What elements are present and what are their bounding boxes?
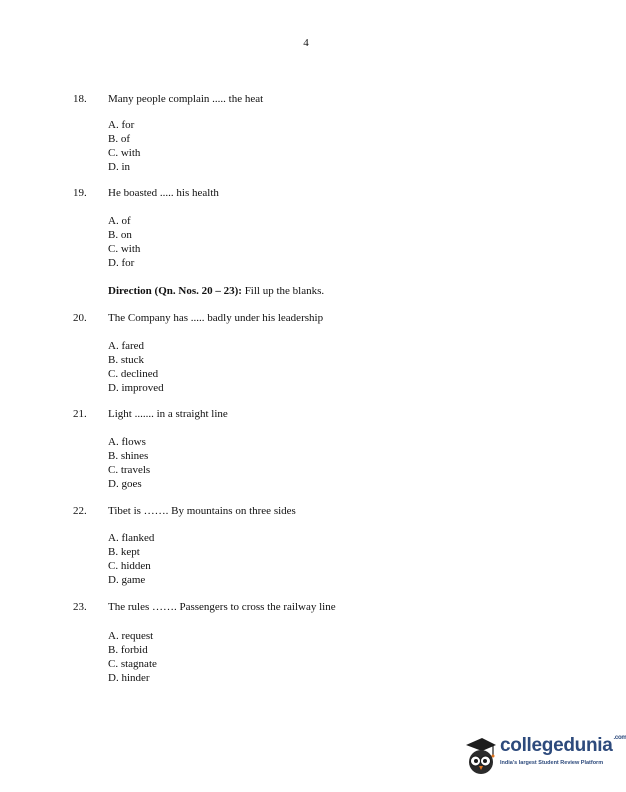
option: C. travels (108, 464, 151, 476)
question-number: 18. (73, 93, 87, 105)
question-number: 21. (73, 408, 87, 420)
option: D. hinder (108, 672, 150, 684)
option: B. stuck (108, 354, 145, 366)
question-number: 23. (73, 601, 87, 613)
options-list (108, 118, 140, 174)
logo-suffix: .com (613, 735, 626, 741)
option: D. for (108, 257, 135, 269)
option: B. shines (108, 450, 149, 462)
option: B. of (108, 133, 130, 145)
option: D. improved (108, 382, 164, 394)
question-text: Many people complain ..... the heat (108, 93, 264, 105)
logo-wordmark: collegedunia$^{.com}$ (500, 735, 626, 756)
option: C. hidden (108, 560, 151, 572)
option: A. request (108, 630, 154, 642)
option: D. goes (108, 478, 142, 490)
option: A. fared (108, 340, 145, 352)
option: C. stagnate (108, 658, 157, 670)
option: D. game (108, 574, 146, 586)
option: C. with (108, 243, 141, 255)
option: A. of (108, 215, 131, 227)
option: B. on (108, 229, 132, 241)
option: B. forbid (108, 644, 148, 656)
options-list (108, 531, 154, 587)
option: A. for (108, 119, 135, 131)
options-list (108, 629, 157, 685)
option: A. flows (108, 436, 146, 448)
options-list (108, 435, 150, 491)
option: D. in (108, 161, 130, 173)
question-text: Tibet is ……. By mountains on three sides (108, 505, 296, 517)
option: C. declined (108, 368, 159, 380)
option: B. kept (108, 546, 140, 558)
question-number: 22. (73, 505, 87, 517)
option: C. with (108, 147, 141, 159)
question-number: 20. (73, 312, 87, 324)
direction-text: Fill up the blanks. (241, 285, 325, 297)
options-list (108, 339, 164, 395)
question-text: Light ....... in a straight line (108, 408, 228, 420)
option: A. flanked (108, 532, 155, 544)
options-list (108, 214, 140, 270)
page-number: 4 (303, 37, 309, 49)
question-text: He boasted ..... his health (108, 187, 219, 199)
collegedunia-logo (462, 733, 626, 781)
question-text: The rules ……. Passengers to cross the railway line (108, 601, 336, 613)
question-number: 19. (73, 187, 87, 199)
logo-tagline: India's largest Student Review Platform (500, 760, 604, 766)
direction-line (108, 285, 324, 297)
graduate-owl-logo-icon (462, 733, 498, 777)
direction-label: Direction (Qn. Nos. 20 – 23): (108, 285, 242, 297)
question-text: The Company has ..... badly under his leadership (108, 312, 324, 324)
